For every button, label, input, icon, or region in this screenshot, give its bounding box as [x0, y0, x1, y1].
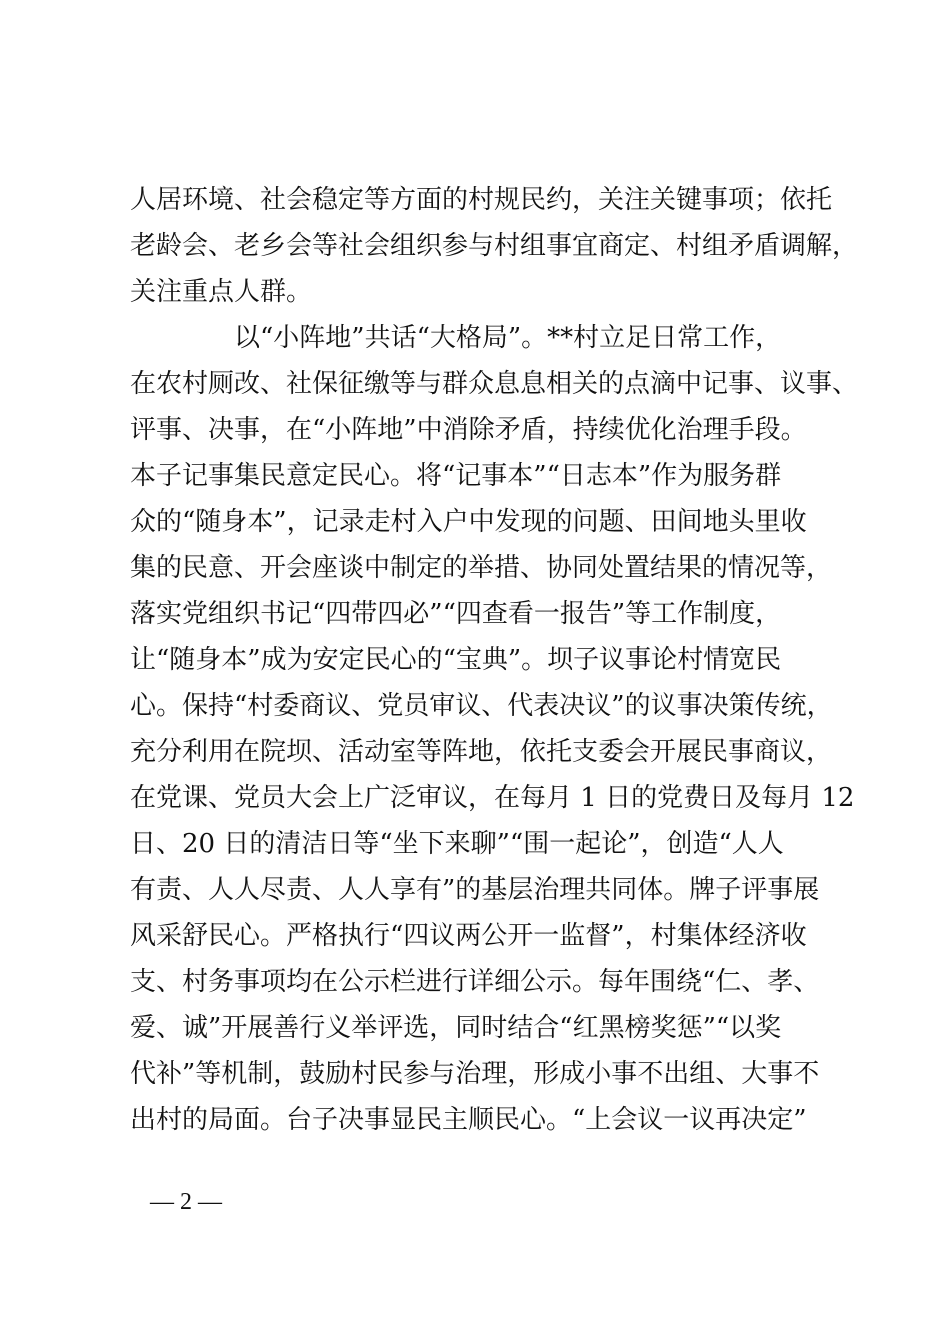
text-line: 让“随身本”成为安定民心的“宝典”。坝子议事论村情宽民	[130, 645, 782, 675]
text-line: 在党课、党员大会上广泛审议，在每月 1 日的党费日及每月 12	[130, 783, 855, 813]
paragraph-heading-line: 以“小阵地”共话“大格局”。**村立足日常工作，	[234, 323, 782, 353]
text-line: 老龄会、老乡会等社会组织参与村组事宜商定、村组矛盾调解，	[130, 231, 859, 261]
text-line: 支、村务事项均在公示栏进行详细公示。每年围绕“仁、孝、	[130, 967, 820, 997]
text-line: 众的“随身本”，记录走村入户中发现的问题、田间地头里收	[130, 507, 807, 537]
text-line: 关注重点人群。	[130, 277, 313, 307]
text-line: 人居环境、社会稳定等方面的村规民约，关注关键事项；依托	[130, 185, 833, 215]
body-text	[130, 177, 860, 1143]
text-line: 本子记事集民意定民心。将“记事本”“日志本”作为服务群	[130, 461, 782, 491]
text-line: 日、20 日的清洁日等“坐下来聊”“围一起论”，创造“人人	[130, 829, 784, 859]
text-line: 集的民意、开会座谈中制定的举措、协同处置结果的情况等，	[130, 553, 833, 583]
text-line: 有责、人人尽责、人人享有”的基层治理共同体。牌子评事展	[130, 875, 820, 905]
text-line: 出村的局面。台子决事显民主顺民心。“上会议一议再决定”	[130, 1105, 807, 1135]
text-line: 代补”等机制，鼓励村民参与治理，形成小事不出组、大事不	[130, 1059, 820, 1089]
text-line: 风采舒民心。严格执行“四议两公开一监督”，村集体经济收	[130, 921, 807, 951]
text-line: 爱、诚”开展善行义举评选，同时结合“红黑榜奖惩”“以奖	[130, 1013, 782, 1043]
text-line: 在农村厕改、社保征缴等与群众息息相关的点滴中记事、议事、	[130, 369, 859, 399]
text-line: 充分利用在院坝、活动室等阵地，依托支委会开展民事商议，	[130, 737, 833, 767]
text-line: 落实党组织书记“四带四必”“四查看一报告”等工作制度，	[130, 599, 782, 629]
text-line: 评事、决事，在“小阵地”中消除矛盾，持续优化治理手段。	[130, 415, 807, 445]
text-line: 心。保持“村委商议、党员审议、代表决议”的议事决策传统，	[130, 691, 833, 721]
page-number: — 2 —	[150, 1189, 222, 1215]
